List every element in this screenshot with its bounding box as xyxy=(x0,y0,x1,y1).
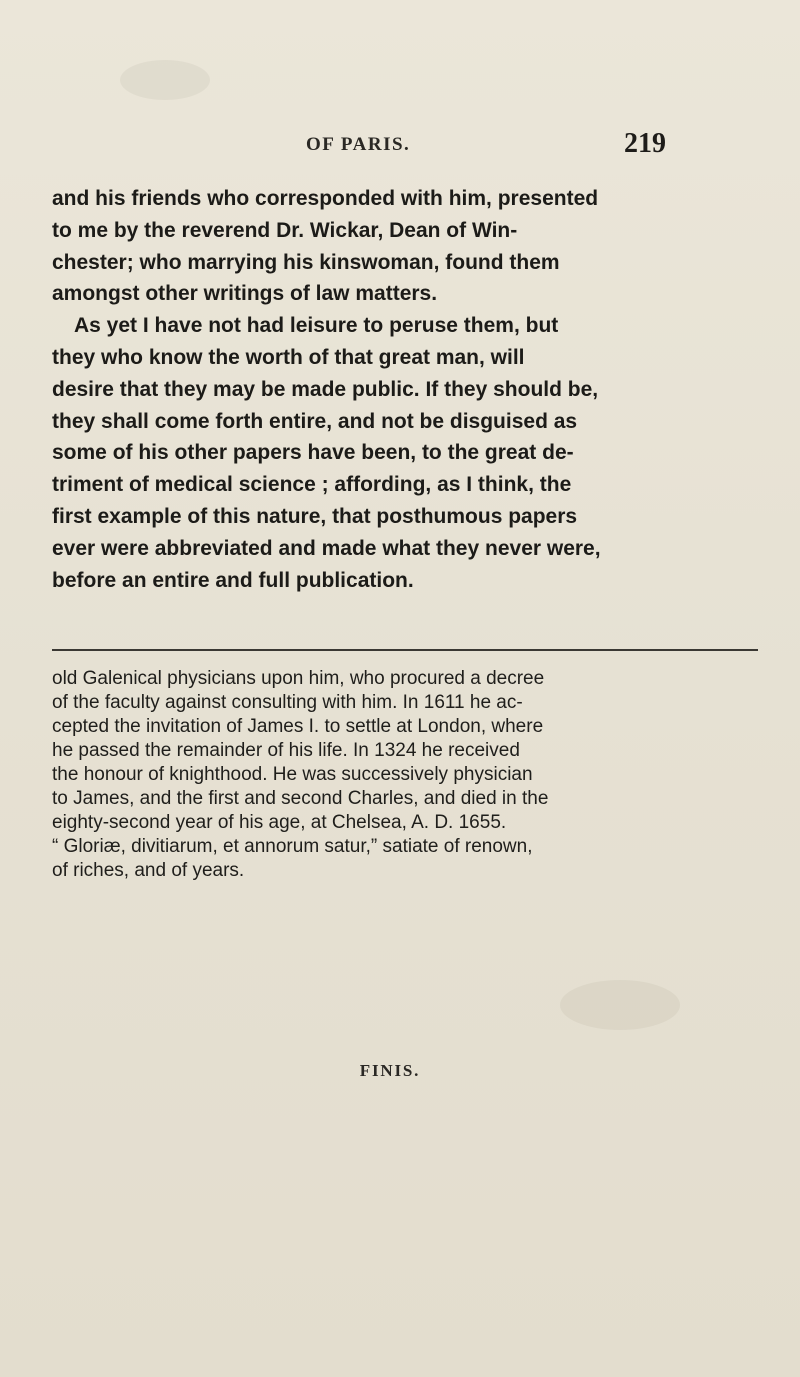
text-line: first example of this nature, that posthumous papers xyxy=(52,504,578,528)
text-line: chester; who marrying his kinswoman, found them xyxy=(52,250,560,274)
text-line: amongst other writings of law matters. xyxy=(52,282,438,306)
footnote-line: the honour of knighthood. He was successively physician xyxy=(52,764,533,785)
paper-stain xyxy=(560,980,680,1030)
text-line: ever were abbreviated and made what they never were, xyxy=(52,536,601,560)
text-line: they shall come forth entire, and not be disguised as xyxy=(52,409,578,433)
footnote-line: cepted the invitation of James I. to settle at London, where xyxy=(52,716,544,737)
text-line: before an entire and full publication. xyxy=(52,568,414,592)
footnote-line: eighty-second year of his age, at Chelsea, A. D. 1655. xyxy=(52,812,507,833)
text-line: and his friends who corresponded with him, presented xyxy=(52,187,599,210)
finis-text: FINIS. xyxy=(359,1061,421,1080)
running-title: OF PARIS. xyxy=(306,134,411,155)
footnote-line: of riches, and of years. xyxy=(52,860,245,881)
running-head xyxy=(0,128,800,164)
text-line: triment of medical science ; affording, as I think, the xyxy=(52,473,572,497)
main-text xyxy=(52,183,692,596)
footnote-line: to James, and the first and second Charles, and died in the xyxy=(52,788,549,809)
footnote-line: “ Gloriæ, divitiarum, et annorum satur,” satiate of renown, xyxy=(52,836,533,857)
footnote xyxy=(52,667,764,883)
text-line: they who know the worth of that great man, will xyxy=(52,345,525,369)
footnote-line: he passed the remainder of his life. In 1324 he received xyxy=(52,740,520,761)
text-line: some of his other papers have been, to the great de- xyxy=(52,441,574,465)
text-line: to me by the reverend Dr. Wickar, Dean of Win- xyxy=(52,218,518,242)
text-line: desire that they may be made public. If they should be, xyxy=(52,377,599,401)
paper-stain xyxy=(120,60,210,100)
footnote-line: of the faculty against consulting with him. In 1611 he ac- xyxy=(52,692,523,713)
footnote-line: old Galenical physicians upon him, who procured a decree xyxy=(52,668,545,689)
footnote-divider xyxy=(52,649,758,651)
page-number: 219 xyxy=(624,128,666,159)
finis-mark xyxy=(0,1061,800,1081)
text-line: As yet I have not had leisure to peruse them, but xyxy=(74,314,559,338)
